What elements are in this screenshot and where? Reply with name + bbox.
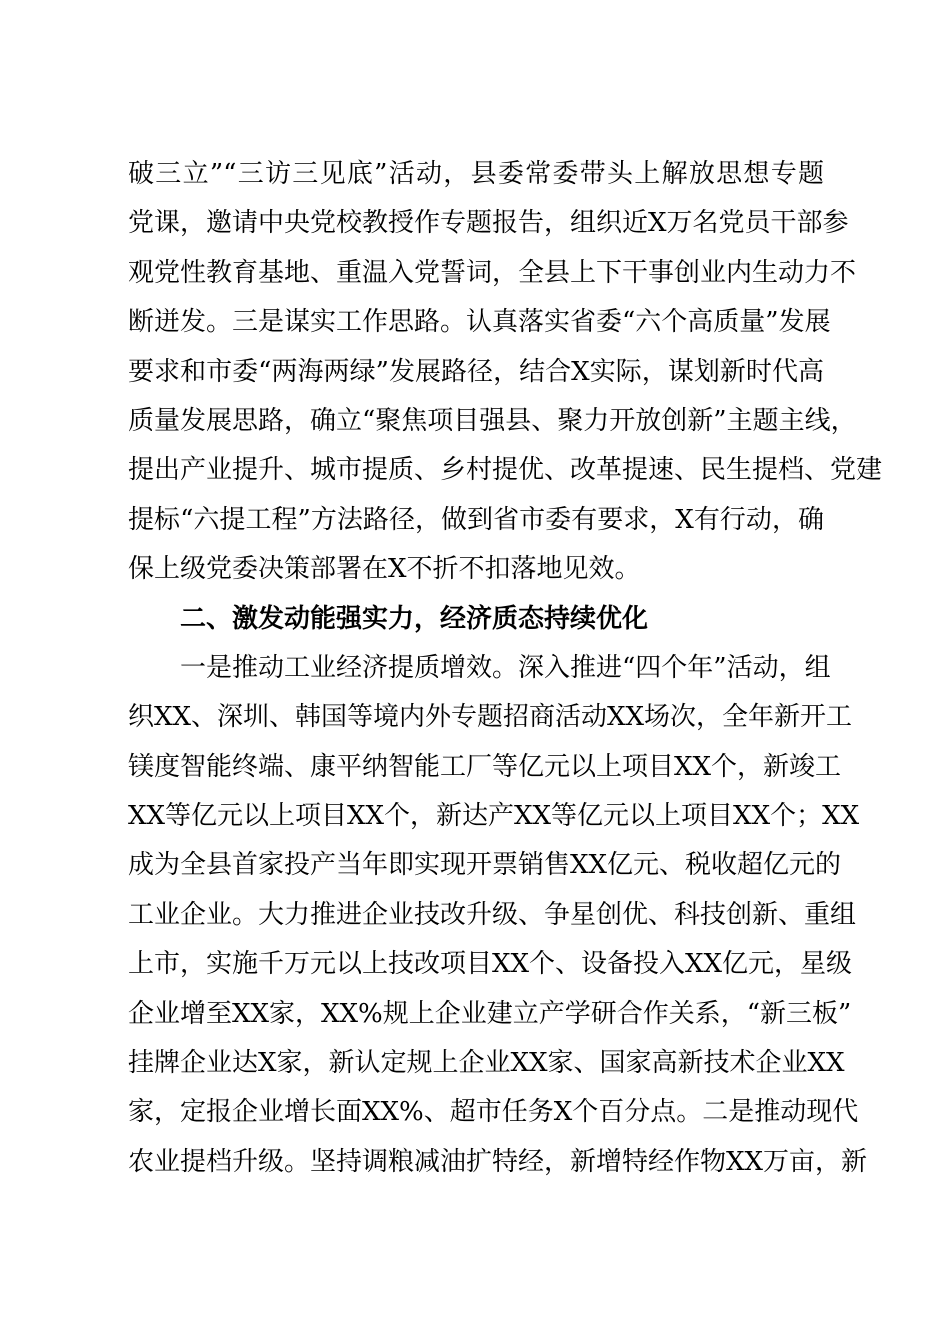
text-line: 成为全县首家投产当年即实现开票销售XX亿元、税收超亿元的 (128, 850, 842, 881)
text-line: 工业企业。大力推进企业技改升级、争星创优、科技创新、重组 (128, 899, 857, 930)
document-body (128, 150, 883, 1187)
text-line: 挂牌企业达X家，新认定规上企业XX家、国家高新技术企业XX (128, 1048, 845, 1079)
text-line: XX等亿元以上项目XX个，新达产XX等亿元以上项目XX个；XX (128, 801, 860, 832)
text-line: 镁度智能终端、康平纳智能工厂等亿元以上项目XX个，新竣工 (128, 751, 842, 782)
text-line: 要求和市委“两海两绿”发展路径，结合X实际，谋划新时代高 (128, 356, 824, 387)
text-line: 农业提档升级。坚持调粮减油扩特经，新增特经作物XX万亩，新 (128, 1146, 868, 1177)
text-line: 观党性教育基地、重温入党誓词，全县上下干事创业内生动力不 (128, 257, 857, 288)
text-line: 断迸发。三是谋实工作思路。认真落实省委“六个高质量”发展 (128, 307, 831, 338)
text-line: 破三立”“三访三见底”活动，县委常委带头上解放思想专题 (128, 159, 824, 189)
text-line: 提标“六提工程”方法路径，做到省市委有要求，X有行动，确 (128, 504, 824, 535)
section-heading: 二、激发动能强实力，经济质态持续优化 (180, 603, 649, 634)
text-line: 一是推动工业经济提质增效。深入推进“四个年”活动，组 (180, 652, 831, 683)
paragraph-continuation (128, 150, 883, 595)
text-line: 织XX、深圳、韩国等境内外专题招商活动XX场次，全年新开工 (128, 702, 853, 733)
text-line: 家，定报企业增长面XX%、超市任务X个百分点。二是推动现代 (128, 1097, 859, 1128)
text-line: 党课，邀请中央党校教授作专题报告，组织近X万名党员干部参 (128, 208, 849, 239)
text-line: 提出产业提升、城市提质、乡村提优、改革提速、民生提档、党建 (128, 455, 883, 486)
text-line: 上市，实施千万元以上技改项目XX个、设备投入XX亿元，星级 (128, 949, 853, 980)
text-line: 企业增至XX家，XX%规上企业建立产学研合作关系，“新三板” (128, 998, 852, 1029)
text-line: 保上级党委决策部署在X不折不扣落地见效。 (128, 554, 641, 585)
paragraph-industry (128, 644, 868, 1187)
text-line: 质量发展思路，确立“聚焦项目强县、聚力开放创新”主题主线， (128, 405, 857, 436)
